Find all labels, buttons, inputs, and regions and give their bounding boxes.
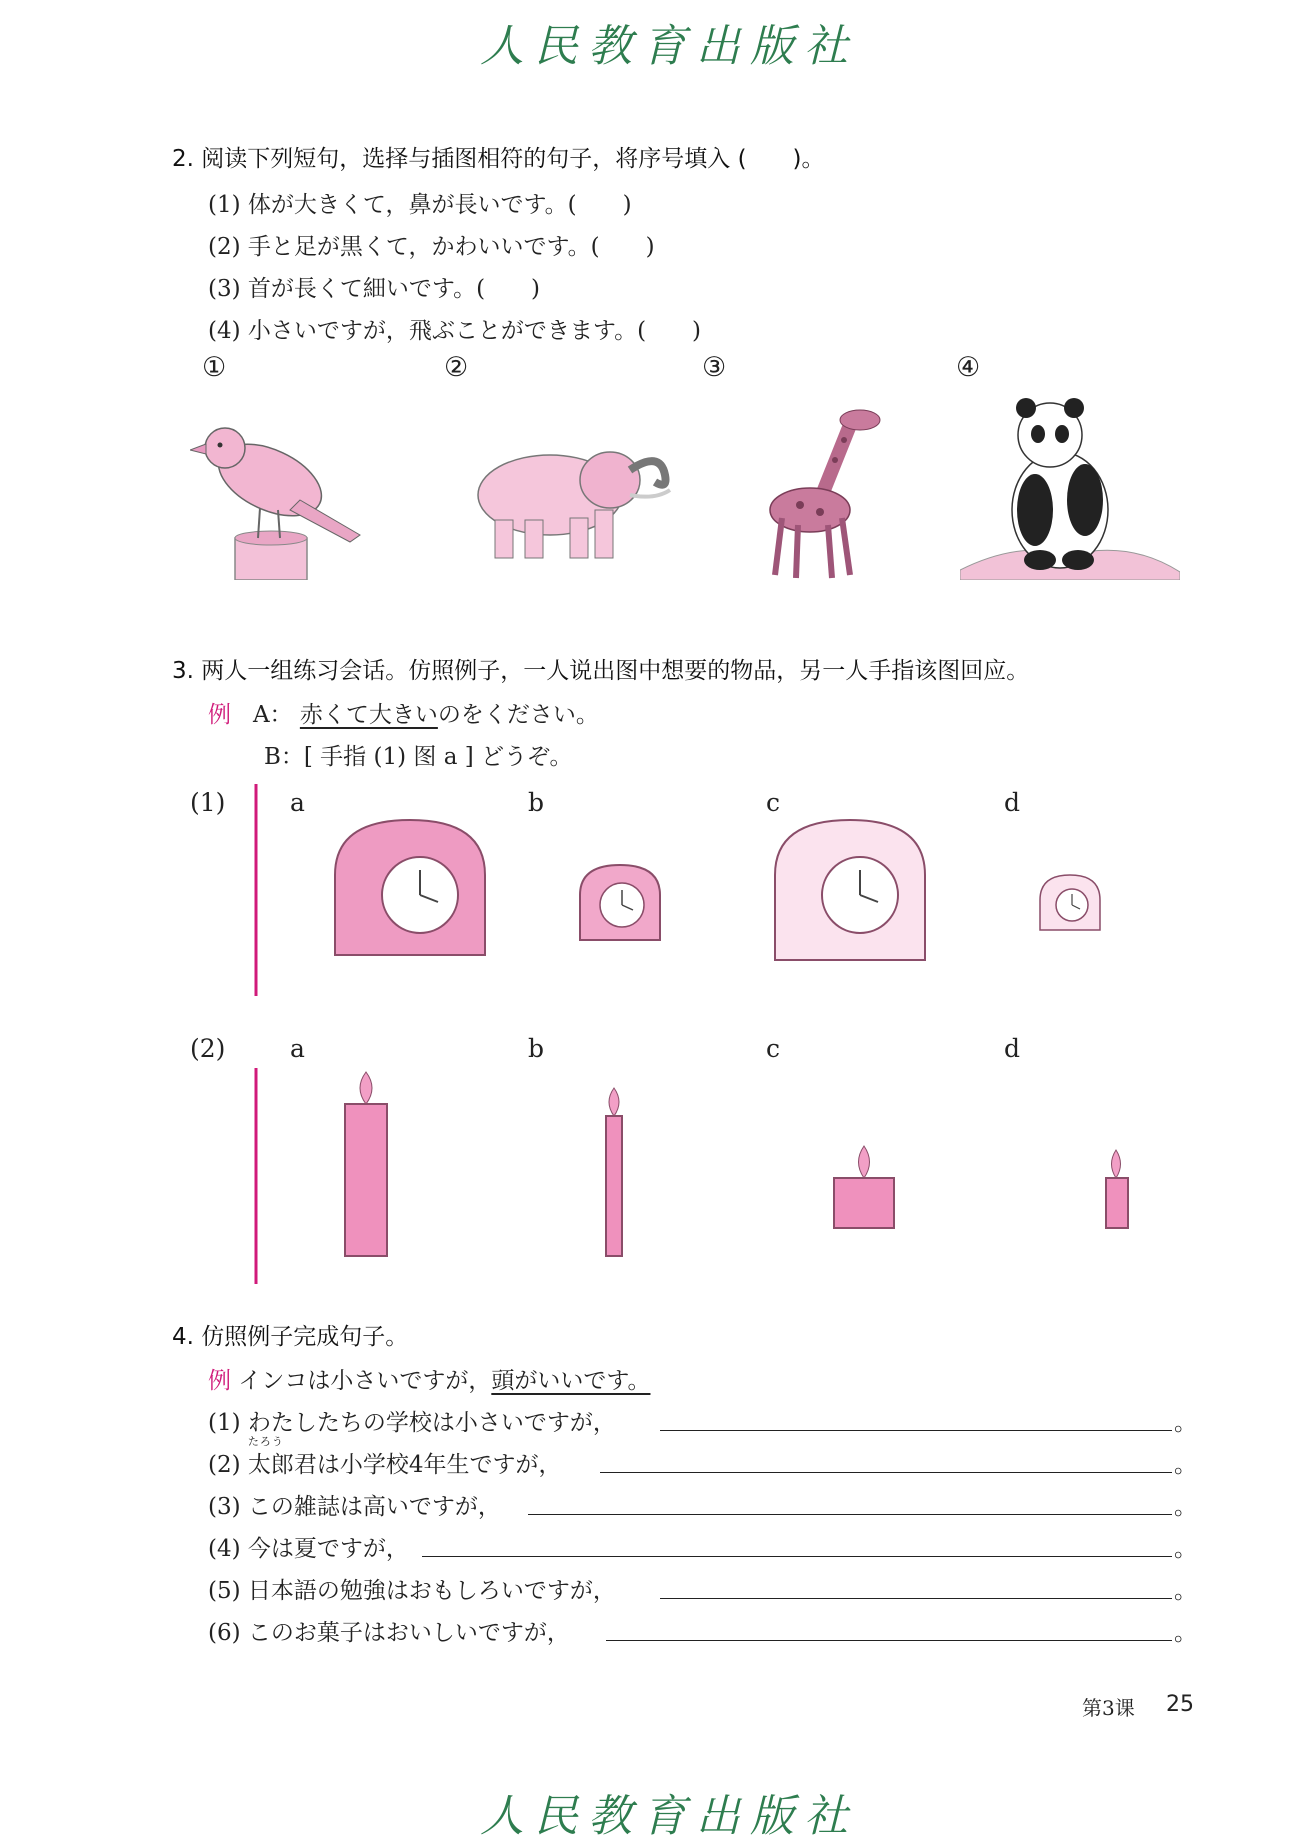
answer-blank-2[interactable] xyxy=(600,1472,1172,1473)
candle-a xyxy=(345,1072,387,1256)
clock-d xyxy=(1040,875,1100,930)
clock-a xyxy=(335,820,485,955)
section2-item-4: (4) 小さいですが，飛ぶことができます。( ) xyxy=(208,318,702,344)
group2-letter-b: b xyxy=(528,1034,545,1063)
picture-mark-4: ④ xyxy=(956,352,981,383)
answer-blank-1[interactable] xyxy=(660,1430,1172,1431)
page-number: 25 xyxy=(1166,1692,1194,1717)
section4-item-1: (1) わたしたちの学校は小さいですが， xyxy=(208,1410,616,1436)
group2-letter-d: d xyxy=(1004,1034,1021,1063)
publisher-watermark-bottom: 人民教育出版社 xyxy=(480,1791,858,1842)
clock-c xyxy=(775,820,925,960)
clock-panel xyxy=(250,780,1200,1000)
answer-blank-4[interactable] xyxy=(422,1556,1172,1557)
candle-c xyxy=(834,1146,894,1228)
group1-letter-c: c xyxy=(766,788,781,817)
end-mark-2: 。 xyxy=(1174,1452,1197,1478)
section4-item-5: (5) 日本語の勉強はおもしろいですが， xyxy=(208,1578,616,1604)
group2-letter-a: a xyxy=(290,1034,305,1063)
section4-item-6: (6) このお菓子はおいしいですが， xyxy=(208,1620,570,1646)
section4-item-4: (4) 今は夏ですが， xyxy=(208,1536,409,1562)
ruby-text: たろう xyxy=(247,1435,284,1448)
section4-example: 例 インコは小さいですが，頭がいいです。 xyxy=(208,1368,651,1394)
elephant-illustration xyxy=(470,440,680,560)
section2-item-2: (2) 手と足が黒くて，かわいいです。( ) xyxy=(208,234,655,260)
giraffe-illustration xyxy=(740,400,900,580)
end-mark-6: 。 xyxy=(1174,1620,1197,1646)
candle-d xyxy=(1106,1150,1128,1228)
picture-mark-3: ③ xyxy=(702,352,727,383)
candle-b xyxy=(606,1088,622,1256)
group2-letter-c: c xyxy=(766,1034,781,1063)
group1-letter-a: a xyxy=(290,788,305,817)
end-mark-1: 。 xyxy=(1174,1410,1197,1436)
lesson-label: 第3课 xyxy=(1082,1696,1135,1720)
section2-item-3: (3) 首が長くて細いです。( ) xyxy=(208,276,541,302)
candle-panel xyxy=(250,1066,1200,1288)
ruby-base: たろう 太 xyxy=(247,1435,284,1478)
example-label: 例 xyxy=(208,702,231,728)
picture-mark-2: ② xyxy=(444,352,469,383)
section3-heading: 3. 两人一组练习会话。仿照例子，一人说出图中想要的物品，另一人手指该图回应。 xyxy=(172,658,1030,684)
group1-number: (1) xyxy=(190,788,226,817)
section3-example-a: 例 A： 赤くて大きいのをください。 xyxy=(208,702,599,728)
end-mark-3: 。 xyxy=(1174,1494,1197,1520)
example-underlined-phrase: 赤くて大きい xyxy=(299,702,438,728)
clock-b xyxy=(580,865,660,940)
section4-item-3: (3) この雑誌は高いですが， xyxy=(208,1494,501,1520)
answer-blank-6[interactable] xyxy=(606,1640,1172,1641)
group2-number: (2) xyxy=(190,1034,226,1063)
section3-example-b: B：[ 手指 (1) 图 a ] どうぞ。 xyxy=(264,744,573,770)
end-mark-5: 。 xyxy=(1174,1578,1197,1604)
section4-item-2: (2) たろう 太郎君は小学校4年生ですが， xyxy=(208,1435,562,1478)
answer-blank-5[interactable] xyxy=(660,1598,1172,1599)
picture-mark-1: ① xyxy=(202,352,227,383)
section4-heading: 4. 仿照例子完成句子。 xyxy=(172,1324,409,1350)
section2-item-1: (1) 体が大きくて，鼻が長いです。( ) xyxy=(208,192,632,218)
answer-blank-3[interactable] xyxy=(528,1514,1172,1515)
group1-letter-d: d xyxy=(1004,788,1021,817)
panda-illustration xyxy=(960,390,1180,580)
publisher-watermark-top: 人民教育出版社 xyxy=(480,21,858,72)
section2-heading: 2. 阅读下列短句，选择与插图相符的句子，将序号填入 ( )。 xyxy=(172,146,825,172)
group1-letter-b: b xyxy=(528,788,545,817)
bird-illustration xyxy=(190,410,410,580)
end-mark-4: 。 xyxy=(1174,1536,1197,1562)
